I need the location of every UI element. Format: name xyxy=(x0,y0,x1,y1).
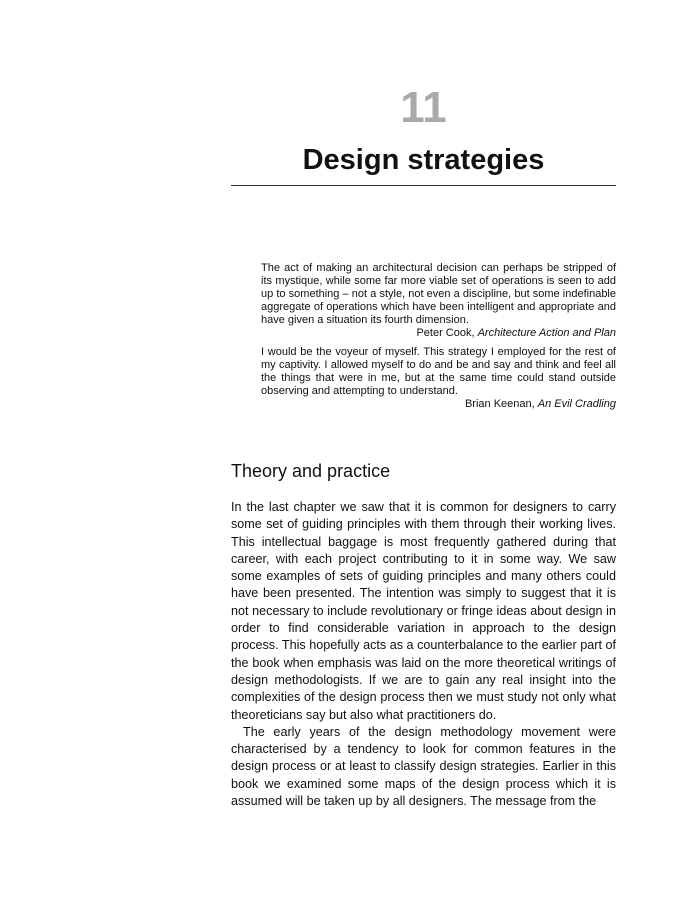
epigraph-work: An Evil Cradling xyxy=(537,398,616,410)
epigraphs xyxy=(261,262,616,417)
epigraph-quote: The act of making an architectural decision can perhaps be stripped of its mystique, while some far more viable set of operations is seen to add up to something – not a style, not even a discipline, but some indefinable aggregate of operations which have been intelligent and appropriate and have given a situation its fourth dimension. xyxy=(261,262,616,326)
section-heading: Theory and practice xyxy=(231,461,391,481)
epigraph-work: Architecture Action and Plan xyxy=(477,327,616,339)
title-rule xyxy=(231,185,616,186)
body-paragraph: The early years of the design methodology movement were characterised by a tendency to look for common features in the design process or at least to classify design strategies. Earlier in this book we examined some maps of the design process which it is assumed will be taken up by all designers. The message from the xyxy=(231,724,616,809)
body-paragraph: In the last chapter we saw that it is common for designers to carry some set of guiding principles with them through their working lives. This intellectual baggage is most frequently gathered during that career, with each project contributing to it in some way. We saw some examples of sets of guiding principles and many others could have been presented. The intention was simply to suggest that it is not necessary to include revolutionary or fringe ideas about design in order to find considerable variation in approach to the design process. This hopefully acts as a counterbalance to the earlier part of the book when emphasis was laid on the more theoretical writings of design methodologists. If we are to gain any real insight into the complexities of the design process then we must study not only what theoreticians say but also what practitioners do. xyxy=(231,500,616,722)
chapter-number: 11 xyxy=(400,83,447,132)
chapter-title: Design strategies xyxy=(302,144,545,176)
epigraph-author: Brian Keenan, xyxy=(464,398,538,410)
body-text xyxy=(231,499,616,810)
epigraph xyxy=(261,346,616,411)
epigraph-source xyxy=(261,327,616,340)
epigraph-source xyxy=(261,398,616,411)
epigraph xyxy=(261,262,616,340)
epigraph-quote: I would be the voyeur of myself. This strategy I employed for the rest of my captivity. I allowed myself to do and be and say and think and feel all the things that were in me, but at the same time could stand outside observing and attempting to understand. xyxy=(261,346,616,397)
epigraph-author: Peter Cook, xyxy=(416,327,478,339)
